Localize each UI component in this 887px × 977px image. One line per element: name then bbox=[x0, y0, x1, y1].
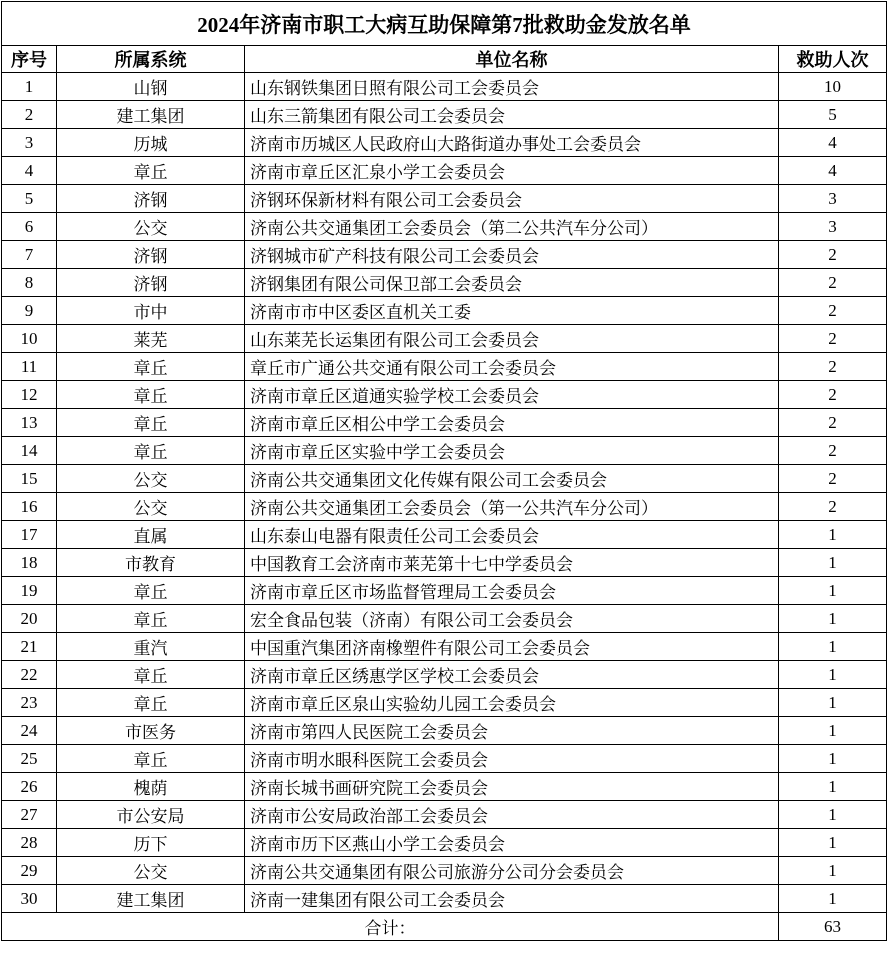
row-number-cell: 11 bbox=[2, 353, 57, 381]
row-number-cell: 13 bbox=[2, 409, 57, 437]
count-cell: 1 bbox=[779, 745, 887, 773]
row-number-cell: 8 bbox=[2, 269, 57, 297]
table-row bbox=[2, 241, 887, 269]
table-row bbox=[2, 661, 887, 689]
unit-name-cell: 山东钢铁集团日照有限公司工会委员会 bbox=[245, 73, 779, 101]
system-cell: 济钢 bbox=[57, 241, 245, 269]
system-cell: 山钢 bbox=[57, 73, 245, 101]
table-row bbox=[2, 381, 887, 409]
page-title: 2024年济南市职工大病互助保障第7批救助金发放名单 bbox=[2, 2, 887, 46]
table-row bbox=[2, 549, 887, 577]
column-header-unit: 单位名称 bbox=[245, 46, 779, 73]
table-row bbox=[2, 885, 887, 913]
row-number-cell: 30 bbox=[2, 885, 57, 913]
unit-name-cell: 济南市历下区燕山小学工会委员会 bbox=[245, 829, 779, 857]
unit-name-cell: 中国教育工会济南市莱芜第十七中学委员会 bbox=[245, 549, 779, 577]
count-cell: 2 bbox=[779, 269, 887, 297]
count-cell: 2 bbox=[779, 297, 887, 325]
row-number-cell: 18 bbox=[2, 549, 57, 577]
unit-name-cell: 济南市章丘区绣惠学区学校工会委员会 bbox=[245, 661, 779, 689]
system-cell: 章丘 bbox=[57, 689, 245, 717]
table-row bbox=[2, 689, 887, 717]
title-row bbox=[2, 2, 887, 46]
row-number-cell: 19 bbox=[2, 577, 57, 605]
system-cell: 章丘 bbox=[57, 605, 245, 633]
count-cell: 4 bbox=[779, 129, 887, 157]
row-number-cell: 23 bbox=[2, 689, 57, 717]
system-cell: 章丘 bbox=[57, 409, 245, 437]
row-number-cell: 14 bbox=[2, 437, 57, 465]
table-row bbox=[2, 493, 887, 521]
system-cell: 章丘 bbox=[57, 577, 245, 605]
row-number-cell: 2 bbox=[2, 101, 57, 129]
unit-name-cell: 济南公共交通集团工会委员会（第一公共汽车分公司） bbox=[245, 493, 779, 521]
table-row bbox=[2, 717, 887, 745]
unit-name-cell: 济南公共交通集团工会委员会（第二公共汽车分公司） bbox=[245, 213, 779, 241]
unit-name-cell: 中国重汽集团济南橡塑件有限公司工会委员会 bbox=[245, 633, 779, 661]
count-cell: 10 bbox=[779, 73, 887, 101]
count-cell: 2 bbox=[779, 437, 887, 465]
system-cell: 市公安局 bbox=[57, 801, 245, 829]
row-number-cell: 7 bbox=[2, 241, 57, 269]
count-cell: 1 bbox=[779, 633, 887, 661]
system-cell: 直属 bbox=[57, 521, 245, 549]
unit-name-cell: 山东泰山电器有限责任公司工会委员会 bbox=[245, 521, 779, 549]
system-cell: 市医务 bbox=[57, 717, 245, 745]
unit-name-cell: 济南市市中区委区直机关工委 bbox=[245, 297, 779, 325]
table-row bbox=[2, 325, 887, 353]
table-row bbox=[2, 829, 887, 857]
unit-name-cell: 济钢环保新材料有限公司工会委员会 bbox=[245, 185, 779, 213]
system-cell: 公交 bbox=[57, 493, 245, 521]
count-cell: 5 bbox=[779, 101, 887, 129]
table-row bbox=[2, 437, 887, 465]
unit-name-cell: 济南市章丘区相公中学工会委员会 bbox=[245, 409, 779, 437]
unit-name-cell: 济南市第四人民医院工会委员会 bbox=[245, 717, 779, 745]
row-number-cell: 27 bbox=[2, 801, 57, 829]
table-row bbox=[2, 157, 887, 185]
header-row bbox=[2, 46, 887, 73]
unit-name-cell: 济钢城市矿产科技有限公司工会委员会 bbox=[245, 241, 779, 269]
table-body bbox=[2, 73, 887, 913]
table-row bbox=[2, 633, 887, 661]
table-row bbox=[2, 465, 887, 493]
count-cell: 1 bbox=[779, 661, 887, 689]
table-row bbox=[2, 269, 887, 297]
row-number-cell: 6 bbox=[2, 213, 57, 241]
unit-name-cell: 济南市章丘区实验中学工会委员会 bbox=[245, 437, 779, 465]
count-cell: 2 bbox=[779, 353, 887, 381]
system-cell: 章丘 bbox=[57, 437, 245, 465]
count-cell: 1 bbox=[779, 801, 887, 829]
count-cell: 2 bbox=[779, 409, 887, 437]
total-label: 合计： bbox=[2, 913, 779, 941]
row-number-cell: 1 bbox=[2, 73, 57, 101]
system-cell: 槐荫 bbox=[57, 773, 245, 801]
unit-name-cell: 济南长城书画研究院工会委员会 bbox=[245, 773, 779, 801]
row-number-cell: 20 bbox=[2, 605, 57, 633]
system-cell: 历城 bbox=[57, 129, 245, 157]
table-row bbox=[2, 745, 887, 773]
column-header-no: 序号 bbox=[2, 46, 57, 73]
count-cell: 2 bbox=[779, 465, 887, 493]
count-cell: 1 bbox=[779, 829, 887, 857]
table-row bbox=[2, 213, 887, 241]
count-cell: 4 bbox=[779, 157, 887, 185]
unit-name-cell: 济南市章丘区市场监督管理局工会委员会 bbox=[245, 577, 779, 605]
row-number-cell: 5 bbox=[2, 185, 57, 213]
system-cell: 建工集团 bbox=[57, 885, 245, 913]
count-cell: 1 bbox=[779, 773, 887, 801]
system-cell: 章丘 bbox=[57, 381, 245, 409]
unit-name-cell: 济南市明水眼科医院工会委员会 bbox=[245, 745, 779, 773]
table-head bbox=[2, 2, 887, 73]
table-row bbox=[2, 353, 887, 381]
system-cell: 莱芜 bbox=[57, 325, 245, 353]
table-row bbox=[2, 801, 887, 829]
unit-name-cell: 宏全食品包装（济南）有限公司工会委员会 bbox=[245, 605, 779, 633]
unit-name-cell: 济南公共交通集团文化传媒有限公司工会委员会 bbox=[245, 465, 779, 493]
table-row bbox=[2, 297, 887, 325]
relief-fund-table bbox=[1, 1, 887, 941]
count-cell: 1 bbox=[779, 885, 887, 913]
system-cell: 章丘 bbox=[57, 661, 245, 689]
footer-row bbox=[2, 913, 887, 941]
row-number-cell: 25 bbox=[2, 745, 57, 773]
system-cell: 章丘 bbox=[57, 353, 245, 381]
system-cell: 公交 bbox=[57, 213, 245, 241]
system-cell: 济钢 bbox=[57, 269, 245, 297]
row-number-cell: 9 bbox=[2, 297, 57, 325]
count-cell: 3 bbox=[779, 213, 887, 241]
row-number-cell: 3 bbox=[2, 129, 57, 157]
table-row bbox=[2, 521, 887, 549]
table-foot bbox=[2, 913, 887, 941]
table-row bbox=[2, 773, 887, 801]
count-cell: 2 bbox=[779, 381, 887, 409]
count-cell: 1 bbox=[779, 549, 887, 577]
row-number-cell: 16 bbox=[2, 493, 57, 521]
row-number-cell: 22 bbox=[2, 661, 57, 689]
table-row bbox=[2, 129, 887, 157]
unit-name-cell: 济南市公安局政治部工会委员会 bbox=[245, 801, 779, 829]
count-cell: 1 bbox=[779, 689, 887, 717]
row-number-cell: 28 bbox=[2, 829, 57, 857]
count-cell: 3 bbox=[779, 185, 887, 213]
system-cell: 市中 bbox=[57, 297, 245, 325]
unit-name-cell: 济南市历城区人民政府山大路街道办事处工会委员会 bbox=[245, 129, 779, 157]
unit-name-cell: 章丘市广通公共交通有限公司工会委员会 bbox=[245, 353, 779, 381]
count-cell: 2 bbox=[779, 241, 887, 269]
unit-name-cell: 济钢集团有限公司保卫部工会委员会 bbox=[245, 269, 779, 297]
system-cell: 建工集团 bbox=[57, 101, 245, 129]
system-cell: 公交 bbox=[57, 465, 245, 493]
column-header-count: 救助人次 bbox=[779, 46, 887, 73]
table-row bbox=[2, 101, 887, 129]
unit-name-cell: 山东三箭集团有限公司工会委员会 bbox=[245, 101, 779, 129]
unit-name-cell: 山东莱芜长运集团有限公司工会委员会 bbox=[245, 325, 779, 353]
total-count: 63 bbox=[779, 913, 887, 941]
row-number-cell: 17 bbox=[2, 521, 57, 549]
table-row bbox=[2, 73, 887, 101]
system-cell: 章丘 bbox=[57, 745, 245, 773]
row-number-cell: 24 bbox=[2, 717, 57, 745]
count-cell: 1 bbox=[779, 717, 887, 745]
count-cell: 1 bbox=[779, 521, 887, 549]
system-cell: 公交 bbox=[57, 857, 245, 885]
row-number-cell: 4 bbox=[2, 157, 57, 185]
system-cell: 历下 bbox=[57, 829, 245, 857]
unit-name-cell: 济南市章丘区泉山实验幼儿园工会委员会 bbox=[245, 689, 779, 717]
count-cell: 1 bbox=[779, 577, 887, 605]
system-cell: 市教育 bbox=[57, 549, 245, 577]
row-number-cell: 21 bbox=[2, 633, 57, 661]
table-row bbox=[2, 409, 887, 437]
count-cell: 2 bbox=[779, 493, 887, 521]
table-row bbox=[2, 857, 887, 885]
row-number-cell: 12 bbox=[2, 381, 57, 409]
row-number-cell: 10 bbox=[2, 325, 57, 353]
system-cell: 章丘 bbox=[57, 157, 245, 185]
unit-name-cell: 济南市章丘区汇泉小学工会委员会 bbox=[245, 157, 779, 185]
column-header-system: 所属系统 bbox=[57, 46, 245, 73]
table-row bbox=[2, 605, 887, 633]
row-number-cell: 26 bbox=[2, 773, 57, 801]
table-row bbox=[2, 185, 887, 213]
count-cell: 1 bbox=[779, 605, 887, 633]
count-cell: 1 bbox=[779, 857, 887, 885]
unit-name-cell: 济南市章丘区道通实验学校工会委员会 bbox=[245, 381, 779, 409]
table-row bbox=[2, 577, 887, 605]
system-cell: 重汽 bbox=[57, 633, 245, 661]
unit-name-cell: 济南公共交通集团有限公司旅游分公司分会委员会 bbox=[245, 857, 779, 885]
row-number-cell: 29 bbox=[2, 857, 57, 885]
count-cell: 2 bbox=[779, 325, 887, 353]
system-cell: 济钢 bbox=[57, 185, 245, 213]
row-number-cell: 15 bbox=[2, 465, 57, 493]
unit-name-cell: 济南一建集团有限公司工会委员会 bbox=[245, 885, 779, 913]
